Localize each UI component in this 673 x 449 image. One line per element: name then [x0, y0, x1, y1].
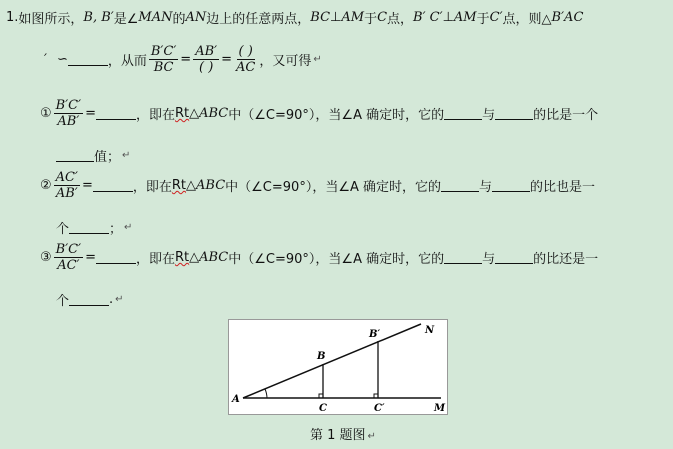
text-segment: 与 [479, 180, 493, 195]
fraction-denominator: AC [236, 60, 256, 75]
text-segment: 于 [476, 12, 490, 27]
answer-blank[interactable] [96, 107, 136, 120]
fraction-numerator: B′C′ [150, 44, 177, 59]
text-segment: 点， [387, 12, 414, 27]
perp-symbol: ⊥ [330, 10, 342, 25]
item-1-line-1: ① $\frac{B'C'}{AB'}$ = ，即在 Rt △ABC 中（∠C=90°），当∠A 确定时，它的 与 的比是一个 [40, 98, 599, 129]
paragraph-mark: ↵ [367, 431, 376, 442]
text-segment: 的比还是一 [533, 252, 599, 267]
fraction-numerator: AC′ [55, 170, 78, 185]
geometry-figure [228, 319, 448, 415]
answer-blank[interactable] [56, 149, 94, 162]
label-b: B [317, 351, 326, 362]
text-segment: ； [109, 222, 123, 237]
item-1-line-2 [56, 146, 130, 165]
fraction-numerator: B′C′ [55, 242, 82, 257]
caption-text: 第 1 题图 [310, 428, 366, 443]
triangle-label: △ABC [189, 250, 229, 265]
figure-svg [229, 320, 447, 414]
segment-label: AM [453, 10, 477, 25]
perp-symbol: ⊥ [442, 10, 454, 25]
answer-blank[interactable] [96, 251, 136, 264]
fraction-denominator: BC [153, 60, 174, 75]
point-label: C′ [489, 10, 503, 25]
point-label: C [377, 10, 388, 25]
label-c: C [319, 403, 327, 414]
rt-text: Rt [174, 250, 190, 265]
question-line-1 [6, 8, 583, 27]
rt-text: Rt [174, 106, 190, 121]
prime-mark: ′ [44, 52, 47, 67]
item-3-line-1: ③ $\frac{B'C'}{AC'}$ = ，即在 Rt △ABC 中（∠C=90°），当∠A 确定时，它的 与 的比还是一 [40, 242, 599, 273]
item-2-line-1: ② $\frac{AC'}{AB'}$ = ，即在 Rt △ABC 中（∠C=90°），当∠A 确定时，它的 与 的比也是一 [40, 170, 596, 201]
text-segment: ，从而 [107, 54, 147, 69]
text-segment: 个 [56, 222, 70, 237]
label-bprime: B′ [369, 329, 381, 340]
segment-label: AM [341, 10, 365, 25]
text-segment: 中（∠C=90°），当∠A 确定时，它的 [228, 108, 445, 123]
answer-blank[interactable] [444, 107, 482, 120]
fraction-denominator: AB′ [57, 114, 80, 129]
text-segment: 的比也是一 [530, 180, 596, 195]
item-fraction [54, 98, 83, 129]
fraction-numerator: ( ) [238, 44, 253, 59]
text-segment: 与 [482, 252, 496, 267]
label-m: M [434, 403, 446, 414]
answer-blank[interactable] [93, 179, 133, 192]
paragraph-mark: ↵ [313, 54, 322, 65]
paragraph-mark: ↵ [115, 294, 124, 305]
fraction-numerator: B′C′ [55, 98, 82, 113]
item-fraction [54, 170, 80, 201]
answer-blank[interactable] [492, 179, 530, 192]
ray-an [243, 324, 421, 398]
fraction-main [149, 44, 178, 75]
points-label: B, B′ [83, 10, 114, 25]
answer-blank[interactable] [495, 107, 533, 120]
text-segment: 与 [482, 108, 496, 123]
paragraph-mark: ↵ [124, 222, 133, 233]
text-segment: ，即在 [135, 252, 175, 267]
answer-blank[interactable] [69, 293, 109, 306]
item-marker: ① [40, 106, 52, 121]
segment-label: BC [310, 10, 331, 25]
item-3-line-2 [56, 290, 124, 309]
text-segment: 边上的任意两点， [206, 12, 311, 27]
answer-blank[interactable] [495, 251, 533, 264]
question-line-2: ′ ∽ ，从而 $\frac{B'C'}{BC}$ = $\frac{AB'}{( )}$ = $\frac{( )}{AC}$ ，又可得 ↵ [44, 44, 322, 75]
rt-text: Rt [171, 178, 187, 193]
text-segment: 个 [56, 294, 70, 309]
text-segment: ，即在 [132, 180, 172, 195]
segment-label: B′ C′ [413, 10, 443, 25]
fraction-denominator: AB′ [55, 186, 78, 201]
item-2-line-2 [56, 218, 132, 237]
item-marker: ② [40, 178, 52, 193]
angle-arc [265, 389, 267, 398]
fraction-denominator: ( ) [199, 60, 214, 75]
fraction-numerator: AB′ [195, 44, 218, 59]
item-marker: ③ [40, 250, 52, 265]
similar-symbol: ∽ [56, 52, 68, 67]
answer-blank[interactable] [68, 53, 108, 66]
fraction-ab [193, 44, 219, 75]
label-n: N [425, 325, 435, 336]
figure-caption [310, 424, 376, 443]
text-segment: 于 [364, 12, 378, 27]
text-segment: ，即在 [135, 108, 175, 123]
side-label: AN [185, 10, 207, 25]
text-segment: 点，则△ [502, 12, 552, 27]
text-segment: 中（∠C=90°），当∠A 确定时，它的 [225, 180, 442, 195]
triangle-label: B′AC [551, 10, 584, 25]
text-segment: ，又可得 [259, 54, 312, 69]
text-segment: 是∠ [113, 12, 139, 27]
answer-blank[interactable] [444, 251, 482, 264]
text-segment: . [109, 292, 114, 307]
answer-blank[interactable] [69, 221, 109, 234]
item-fraction [54, 242, 83, 273]
triangle-label: △ABC [186, 178, 226, 193]
text-segment: 的 [172, 12, 186, 27]
fraction-ac [234, 44, 257, 75]
text-segment: 的比是一个 [533, 108, 599, 123]
intro-text: 如图所示， [18, 12, 84, 27]
text-segment: 中（∠C=90°），当∠A 确定时，它的 [228, 252, 445, 267]
text-segment: 值； [94, 150, 121, 165]
fraction-denominator: AC′ [57, 258, 80, 273]
question-number: 1. [6, 10, 19, 25]
triangle-label: △ABC [189, 106, 229, 121]
label-cprime: C′ [374, 403, 385, 414]
angle-label: MAN [138, 10, 173, 25]
label-a: A [232, 394, 240, 405]
paragraph-mark: ↵ [122, 150, 131, 161]
answer-blank[interactable] [441, 179, 479, 192]
